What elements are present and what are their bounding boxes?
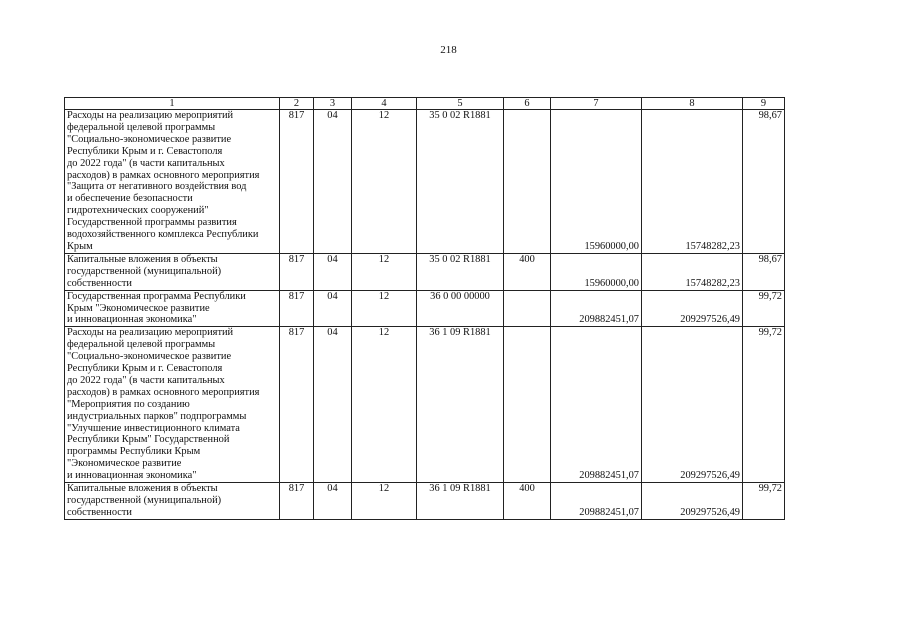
admin-code-cell: 817	[280, 110, 314, 254]
column-header: 1	[65, 98, 280, 110]
planned-amount-cell: 15960000,00	[551, 110, 642, 254]
column-header: 4	[352, 98, 417, 110]
description-line: индустриальных парков" подпрограммы	[67, 410, 247, 422]
executed-amount-cell: 209297526,49	[642, 327, 743, 483]
description-line: федеральной целевой программы	[67, 121, 216, 133]
expense-type-cell	[504, 327, 551, 483]
executed-amount-cell: 209297526,49	[642, 290, 743, 327]
admin-code-cell: 817	[280, 253, 314, 290]
executed-amount-cell: 15748282,23	[642, 110, 743, 254]
planned-amount-cell: 209882451,07	[551, 483, 642, 520]
description-line: "Мероприятия по созданию	[67, 398, 190, 410]
expense-type-cell	[504, 290, 551, 327]
planned-amount-cell: 209882451,07	[551, 290, 642, 327]
row-description	[65, 483, 280, 520]
description-line: до 2022 года" (в части капитальных	[67, 157, 225, 169]
execution-percent-cell: 98,67	[743, 253, 785, 290]
description-line: Государственная программа Республики	[67, 290, 246, 302]
table-row	[65, 110, 785, 254]
budget-table	[64, 97, 785, 520]
description-line: программы Республики Крым	[67, 446, 201, 458]
description-line: Крым	[67, 240, 93, 252]
description-line: собственности	[67, 506, 132, 518]
row-description	[65, 327, 280, 483]
admin-code-cell: 817	[280, 290, 314, 327]
description-line: до 2022 года" (в части капитальных	[67, 374, 225, 386]
target-article-cell: 35 0 02 R1881	[417, 110, 504, 254]
description-line: Расходы на реализацию мероприятий	[67, 327, 234, 339]
row-description	[65, 290, 280, 327]
column-header: 3	[314, 98, 352, 110]
execution-percent-cell: 98,67	[743, 110, 785, 254]
page-number: 218	[440, 44, 457, 56]
table-row	[65, 253, 785, 290]
expense-type-cell: 400	[504, 483, 551, 520]
table-row	[65, 327, 785, 483]
description-line: расходов) в рамках основного мероприятия	[67, 386, 260, 398]
description-line: "Улучшение инвестиционного климата	[67, 422, 240, 434]
description-line: Капитальные вложения в объекты	[67, 253, 218, 265]
description-line: "Защита от негативного воздействия вод	[67, 181, 247, 193]
execution-percent-cell: 99,72	[743, 290, 785, 327]
description-line: "Экономическое развитие	[67, 458, 182, 470]
subsection-code-cell: 12	[352, 483, 417, 520]
expense-type-cell: 400	[504, 253, 551, 290]
row-description	[65, 110, 280, 254]
description-line: Расходы на реализацию мероприятий	[67, 110, 234, 121]
target-article-cell: 35 0 02 R1881	[417, 253, 504, 290]
description-line: расходов) в рамках основного мероприятия	[67, 169, 260, 181]
execution-percent-cell: 99,72	[743, 483, 785, 520]
description-line: государственной (муниципальной)	[67, 495, 222, 506]
target-article-cell: 36 1 09 R1881	[417, 327, 504, 483]
description-line: собственности	[67, 277, 132, 289]
planned-amount-cell: 15960000,00	[551, 253, 642, 290]
description-line: федеральной целевой программы	[67, 339, 216, 351]
description-line: водохозяйственного комплекса Республики	[67, 229, 259, 241]
header-row	[65, 98, 785, 110]
section-code-cell: 04	[314, 253, 352, 290]
target-article-cell: 36 0 00 00000	[417, 290, 504, 327]
description-line: "Социально-экономическое развитие	[67, 133, 232, 145]
subsection-code-cell: 12	[352, 327, 417, 483]
column-header: 8	[642, 98, 743, 110]
description-line: и инновационная экономика"	[67, 470, 197, 482]
section-code-cell: 04	[314, 327, 352, 483]
description-line: и инновационная экономика"	[67, 314, 197, 326]
table-row	[65, 290, 785, 327]
executed-amount-cell: 209297526,49	[642, 483, 743, 520]
description-line: Республики Крым и г. Севастополя	[67, 363, 223, 375]
column-header: 9	[743, 98, 785, 110]
description-line: Республики Крым" Государственной	[67, 434, 230, 446]
column-header: 5	[417, 98, 504, 110]
section-code-cell: 04	[314, 483, 352, 520]
section-code-cell: 04	[314, 110, 352, 254]
section-code-cell: 04	[314, 290, 352, 327]
description-line: "Социально-экономическое развитие	[67, 351, 232, 363]
column-header: 2	[280, 98, 314, 110]
description-line: Крым "Экономическое развитие	[67, 302, 210, 314]
description-line: государственной (муниципальной)	[67, 265, 222, 277]
target-article-cell: 36 1 09 R1881	[417, 483, 504, 520]
admin-code-cell: 817	[280, 327, 314, 483]
description-line: Капитальные вложения в объекты	[67, 483, 218, 495]
subsection-code-cell: 12	[352, 290, 417, 327]
table-row	[65, 483, 785, 520]
description-line: Государственной программы развития	[67, 217, 237, 229]
expense-type-cell	[504, 110, 551, 254]
row-description	[65, 253, 280, 290]
description-line: Республики Крым и г. Севастополя	[67, 145, 223, 157]
execution-percent-cell: 99,72	[743, 327, 785, 483]
planned-amount-cell: 209882451,07	[551, 327, 642, 483]
executed-amount-cell: 15748282,23	[642, 253, 743, 290]
description-line: гидротехнических сооружений"	[67, 205, 209, 217]
admin-code-cell: 817	[280, 483, 314, 520]
subsection-code-cell: 12	[352, 253, 417, 290]
description-line: и обеспечение безопасности	[67, 193, 193, 205]
subsection-code-cell: 12	[352, 110, 417, 254]
column-header: 6	[504, 98, 551, 110]
column-header: 7	[551, 98, 642, 110]
